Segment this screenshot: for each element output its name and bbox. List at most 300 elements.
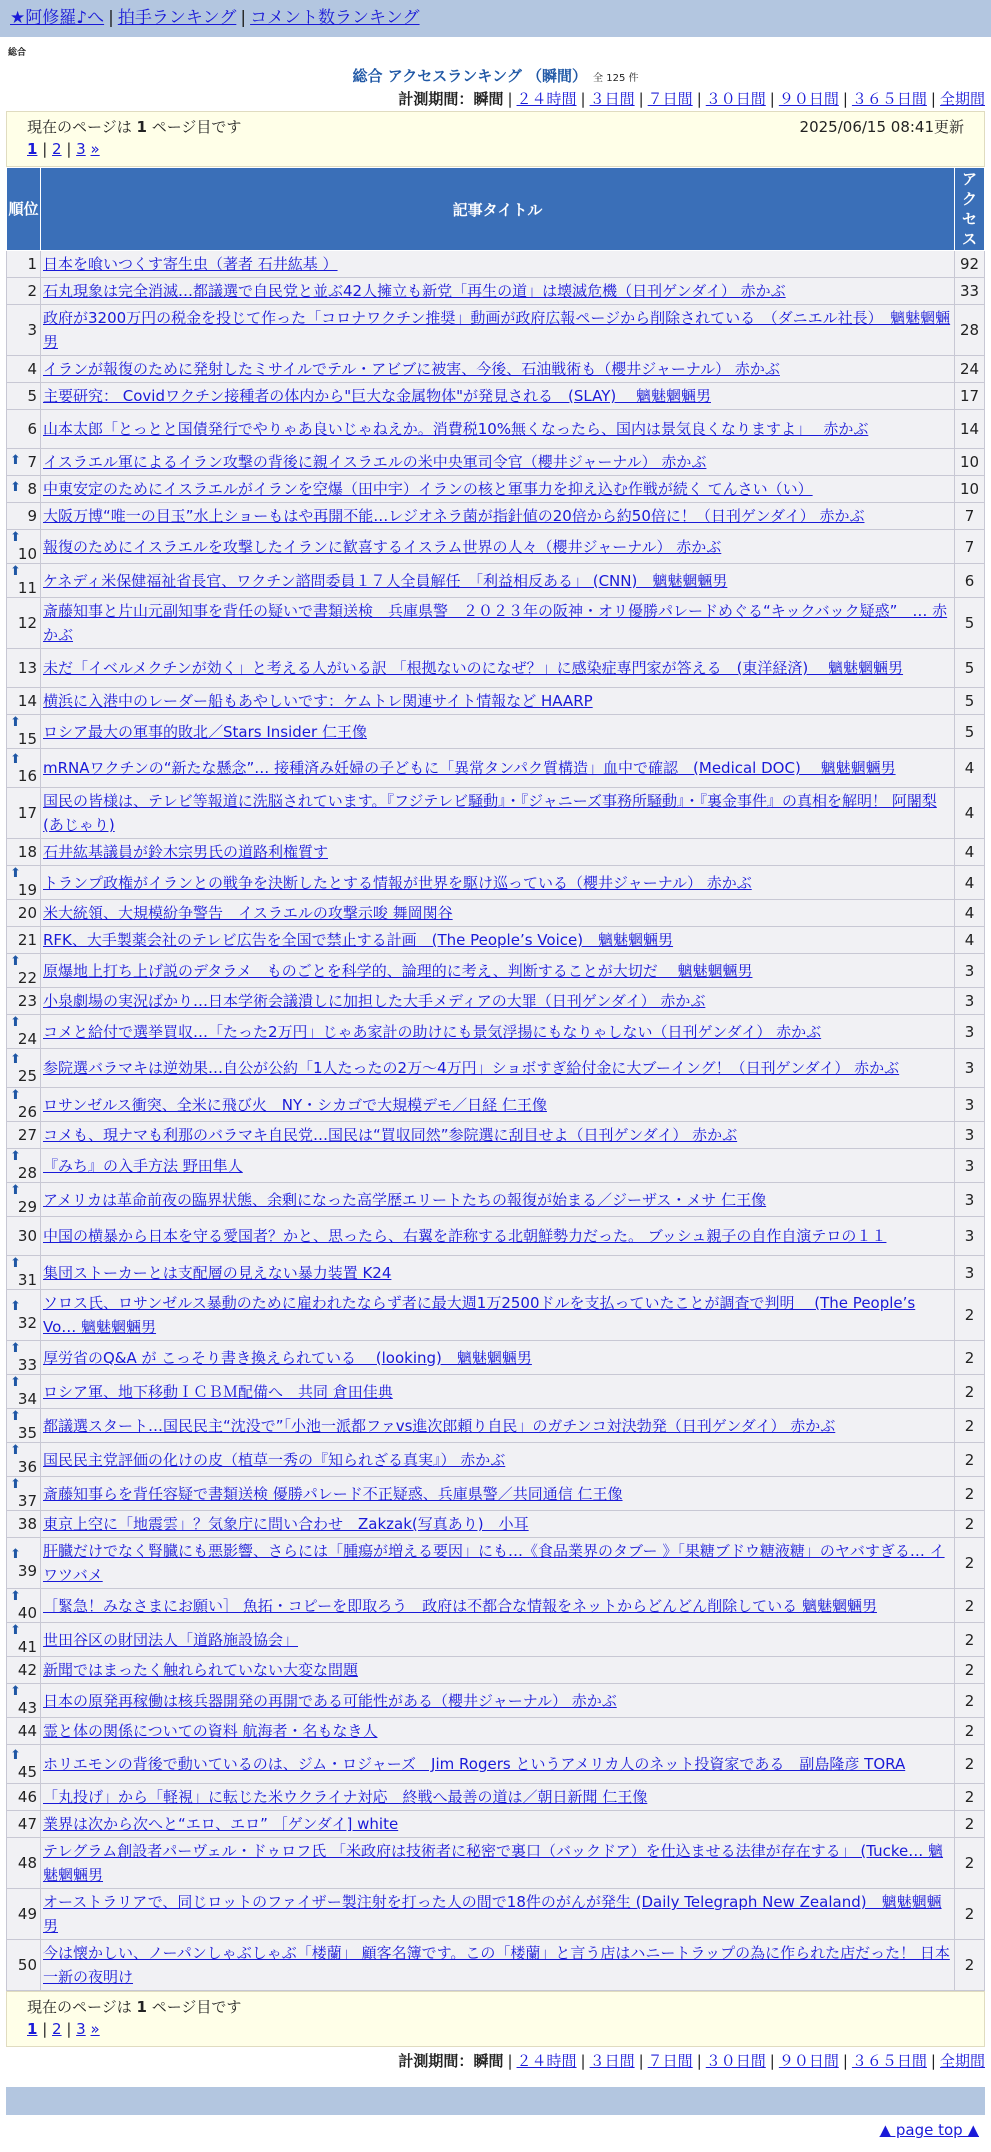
clap-ranking-link[interactable]: 拍手ランキング: [117, 8, 237, 28]
access-count: 4: [955, 839, 985, 866]
ranking-title: [0, 65, 991, 87]
article-link[interactable]: ロサンゼルス衝突、全米に飛び火 NY・シカゴで大規模デモ／日経 仁王像: [43, 1095, 547, 1114]
article-link[interactable]: イランが報復のために発射したミサイルでテル・アビブに被害、今後、石油戦術も（櫻井ジャーナル） 赤かぶ: [43, 360, 780, 378]
rank-number: 13: [17, 659, 37, 677]
period-separator: |: [930, 2052, 936, 2070]
table-row: [7, 1511, 985, 1538]
title-cell: [41, 954, 955, 988]
rank-cell: [7, 410, 41, 449]
article-link[interactable]: 横浜に入港中のレーダー船もあやしいです：ケムトレ関連サイト情報など HAARP: [43, 692, 593, 710]
rank-number: 47: [17, 1815, 37, 1833]
access-count: 3: [955, 988, 985, 1015]
access-count: 2: [955, 1745, 985, 1784]
title-cell: [41, 1940, 955, 1991]
title-cell: [41, 900, 955, 927]
period-link[interactable]: ７日間: [647, 90, 693, 108]
period-link[interactable]: 全期間: [939, 2052, 985, 2070]
page-top-link[interactable]: ▲ page top ▲: [879, 2121, 979, 2139]
article-link[interactable]: 霊と体の関係についての資料 航海者・名もなき人: [43, 1722, 378, 1740]
access-count: 3: [955, 954, 985, 988]
access-count: 3: [955, 1256, 985, 1290]
period-current: 瞬間: [473, 2052, 504, 2070]
table-row: [7, 866, 985, 900]
access-count: 5: [955, 649, 985, 688]
pagination-bottom: [6, 1991, 985, 2047]
rank-number: 21: [17, 931, 37, 949]
rank-cell: [7, 1256, 41, 1290]
rank-cell: [7, 1409, 41, 1443]
title-cell: [41, 530, 955, 564]
access-count: 2: [955, 1838, 985, 1889]
access-count: 2: [955, 1657, 985, 1684]
rank-cell: [7, 305, 41, 356]
table-row: [7, 900, 985, 927]
ranking-table: [6, 167, 985, 1991]
access-count: 3: [955, 1217, 985, 1256]
article-link[interactable]: 今は懐かしい、ノーパンしゃぶしゃぶ「楼蘭」 顧客名簿です。この「楼蘭」と言う店はハニートラップの為に作られた店だった！ 日本一新の夜明け: [43, 1944, 950, 1986]
access-count: 2: [955, 1290, 985, 1341]
title-cell: [41, 988, 955, 1015]
article-link[interactable]: 報復のためにイスラエルを攻撃したイランに歓喜するイスラム世界の人々（櫻井ジャーナル） 赤かぶ: [43, 537, 722, 556]
article-link[interactable]: 都議選スタート…国民民主“沈没で”「小池一派都ファvs進次郎頼り自民」のガチンコ対決勃発（日刊ゲンダイ） 赤かぶ: [43, 1416, 836, 1435]
top-nav-bar: [0, 0, 991, 37]
article-link[interactable]: コメも、現ナマも利那のバラマキ自民党…国民は“買収同然”参院選に刮目せよ（日刊ゲンダイ） 赤かぶ: [43, 1126, 738, 1144]
article-link[interactable]: 国民民主党評価の化けの皮（植草一秀の『知られざる真実』） 赤かぶ: [43, 1450, 506, 1469]
table-row: [7, 1538, 985, 1589]
access-count: 2: [955, 1940, 985, 1991]
category-label: 総合: [8, 48, 27, 58]
article-link[interactable]: 石井紘基議員が鈴木宗男氏の道路利権質す: [43, 843, 329, 861]
page-separator: |: [37, 140, 53, 158]
title-cell: [41, 1511, 955, 1538]
table-row: [7, 476, 985, 503]
access-count: 2: [955, 1889, 985, 1940]
period-link[interactable]: ３日間: [589, 90, 635, 108]
page-link[interactable]: 3: [76, 140, 86, 158]
article-link[interactable]: 『みち』の入手方法 野田隼人: [43, 1156, 243, 1175]
period-current: 瞬間: [473, 90, 504, 108]
article-link[interactable]: 原爆地上打ち上げ説のデタラメ ものごとを科学的、論理的に考え、判断することが大切だ 魑魅魍魎男: [43, 961, 753, 980]
title-cell: [41, 715, 955, 749]
page-link[interactable]: 3: [76, 2020, 86, 2038]
pagination-top: [6, 111, 985, 167]
article-link[interactable]: 肝臓だけでなく腎臓にも悪影響、さらには「腫瘍が増える要因」にも…《食品業界のタブー 》「果糖ブドウ糖液糖」のヤバすぎる… イワツバメ: [43, 1542, 945, 1584]
access-count: 17: [955, 383, 985, 410]
article-link[interactable]: ケネディ米保健福祉省長官、ワクチン諮問委員１７人全員解任 「利益相反ある」 (CNN) 魑魅魍魎男: [43, 571, 728, 590]
article-link[interactable]: 厚労省のQ&A が こっそり書き換えられている (looking) 魑魅魍魎男: [43, 1348, 532, 1367]
period-link[interactable]: ３０日間: [705, 2052, 766, 2070]
rank-number: 31: [17, 1271, 37, 1289]
rank-cell: [7, 839, 41, 866]
rank-cell: [7, 1477, 41, 1511]
rank-cell: [7, 1889, 41, 1940]
rank-number: 16: [17, 766, 37, 785]
title-cell: [41, 1149, 955, 1183]
rank-number: 48: [17, 1854, 37, 1872]
title-cell: [41, 1443, 955, 1477]
title-cell: [41, 503, 955, 530]
rank-number: 11: [17, 579, 37, 597]
table-row: [7, 715, 985, 749]
table-row: [7, 251, 985, 278]
rank-up-arrow-icon: ⬆: [10, 1546, 21, 1562]
rank-cell: [7, 1784, 41, 1811]
page-link-wrap: [27, 2020, 37, 2038]
rank-up-arrow-icon: ⬆: [10, 1477, 21, 1492]
period-link[interactable]: ３日間: [589, 2052, 635, 2070]
article-link[interactable]: 中東安定のためにイスラエルがイランを空爆（田中宇）イランの核と軍事力を抑え込む作戦が続く てんさい（い）: [43, 480, 813, 498]
table-row: [7, 1443, 985, 1477]
rank-number: 36: [17, 1458, 37, 1476]
rank-number: 22: [17, 969, 37, 987]
article-link[interactable]: 石丸現象は完全消滅…都議選で自民党と並ぶ42人擁立も新党「再生の道」は壊滅危機（日刊ゲンダイ） 赤かぶ: [43, 282, 786, 300]
access-count: 2: [955, 1684, 985, 1718]
article-link[interactable]: 小泉劇場の実況ばかり…日本学術会議潰しに加担した大手メディアの大罪（日刊ゲンダイ） 赤かぶ: [43, 992, 706, 1010]
table-row: [7, 1341, 985, 1375]
access-count: 3: [955, 1149, 985, 1183]
rank-cell: [7, 503, 41, 530]
rank-cell: [7, 900, 41, 927]
rank-number: 3: [27, 321, 37, 339]
rank-cell: [7, 564, 41, 598]
title-cell: [41, 410, 955, 449]
rank-up-arrow-icon: ⬆: [10, 1443, 21, 1458]
col-title-header: 記事タイトル: [41, 168, 955, 251]
access-count: 5: [955, 598, 985, 649]
rank-number: 41: [17, 1638, 37, 1656]
rank-cell: [7, 1657, 41, 1684]
rank-up-arrow-icon: ⬆: [10, 1684, 21, 1699]
rank-number: 32: [17, 1313, 37, 1332]
rank-up-arrow-icon: ⬆: [10, 751, 21, 767]
article-link[interactable]: テレグラム創設者パーヴェル・ドゥロフ氏 「米政府は技術者に秘密で裏口（バックドア）を仕込ませる法律が存在する」 (Tucke… 魑魅魍魎男: [43, 1842, 944, 1884]
access-count: 33: [955, 278, 985, 305]
table-row: [7, 927, 985, 954]
table-row: [7, 1149, 985, 1183]
period-link[interactable]: ９０日間: [778, 2052, 839, 2070]
title-cell: [41, 1589, 955, 1623]
access-count: 7: [955, 503, 985, 530]
page-link-current[interactable]: 1: [27, 2020, 38, 2038]
access-count: 92: [955, 251, 985, 278]
access-count: 4: [955, 749, 985, 788]
rank-number: 40: [17, 1604, 37, 1622]
rank-cell: [7, 688, 41, 715]
period-link[interactable]: ２４時間: [516, 2052, 577, 2070]
title-cell: [41, 1718, 955, 1745]
rank-cell: [7, 1838, 41, 1889]
rank-cell: [7, 598, 41, 649]
col-rank-header: 順位: [7, 168, 41, 251]
rank-number: 34: [17, 1390, 37, 1408]
table-row: [7, 954, 985, 988]
article-link[interactable]: 世田谷区の財団法人「道路施設協会」: [43, 1630, 299, 1649]
rank-cell: [7, 476, 41, 503]
rank-cell: [7, 383, 41, 410]
article-link[interactable]: 中国の横暴から日本を守る愛国者？かと、思ったら、右翼を詐称する北朝鮮勢力だった。 ブッシュ親子の自作自演テロの１１: [43, 1227, 887, 1245]
title-cell: [41, 1122, 955, 1149]
table-row: [7, 530, 985, 564]
rank-up-arrow-icon: ⬆: [10, 1298, 21, 1314]
rank-number: 45: [17, 1762, 37, 1781]
page-top: [0, 2121, 979, 2139]
article-link[interactable]: 斎藤知事と片山元副知事を背任の疑いで書類送検 兵庫県警 ２０２３年の阪神・オリ優勝パレードめぐる“キックバック疑惑” … 赤かぶ: [43, 602, 948, 644]
rank-cell: [7, 1511, 41, 1538]
rank-cell: [7, 1718, 41, 1745]
title-cell: [41, 1341, 955, 1375]
table-row: [7, 1889, 985, 1940]
access-count: 2: [955, 1589, 985, 1623]
period-separator: |: [507, 2052, 513, 2070]
home-link[interactable]: ★阿修羅♪へ: [10, 8, 105, 28]
access-count: 7: [955, 530, 985, 564]
table-row: [7, 1623, 985, 1657]
rank-up-arrow-icon: ⬆: [10, 1341, 21, 1356]
period-separator: |: [580, 90, 586, 108]
period-selector-bottom: [0, 2049, 985, 2073]
access-count: 2: [955, 1409, 985, 1443]
access-count: 2: [955, 1477, 985, 1511]
rank-number: 19: [17, 881, 37, 899]
title-cell: [41, 1256, 955, 1290]
rank-cell: [7, 1290, 41, 1341]
table-row: [7, 839, 985, 866]
table-row: [7, 1290, 985, 1341]
title-cell: [41, 1838, 955, 1889]
rank-number: 6: [27, 420, 37, 438]
col-access-header: アクセス: [955, 168, 985, 251]
access-count: 2: [955, 1811, 985, 1838]
period-link[interactable]: ２４時間: [516, 90, 577, 108]
rank-up-arrow-icon: ⬆: [10, 564, 21, 579]
table-row: [7, 305, 985, 356]
rank-cell: [7, 1684, 41, 1718]
table-row: [7, 1940, 985, 1991]
table-row: [7, 356, 985, 383]
nav-separator: |: [108, 8, 114, 28]
comment-ranking-link[interactable]: コメント数ランキング: [250, 8, 420, 28]
title-cell: [41, 356, 955, 383]
article-link[interactable]: 参院選バラマキは逆効果…自公が公約「1人たったの2万〜4万円」ショボすぎ給付金に大ブーイング！（日刊ゲンダイ） 赤かぶ: [43, 1059, 900, 1077]
table-row: [7, 1811, 985, 1838]
period-separator: |: [638, 2052, 644, 2070]
rank-number: 14: [17, 692, 37, 710]
title-cell: [41, 1088, 955, 1122]
rank-number: 35: [17, 1424, 37, 1442]
article-link[interactable]: 主要研究： Covidワクチン接種者の体内から"巨大な金属物体"が発見される (SLAY) 魑魅魍魎男: [43, 387, 711, 405]
next-page-link[interactable]: »: [90, 2020, 100, 2038]
current-page-text: 現在のページは 1 ページ目です: [27, 118, 242, 136]
table-row: [7, 649, 985, 688]
rank-cell: [7, 788, 41, 839]
access-count: 3: [955, 1122, 985, 1149]
rank-cell: [7, 1122, 41, 1149]
title-cell: [41, 1657, 955, 1684]
title-cell: [41, 1784, 955, 1811]
rank-cell: [7, 1745, 41, 1784]
rank-cell: [7, 1940, 41, 1991]
rank-number: 1: [27, 255, 37, 273]
current-page-text-bottom: 現在のページは 1 ページ目です: [27, 1998, 242, 2016]
table-row: [7, 1718, 985, 1745]
article-link[interactable]: 集団ストーカーとは支配層の見えない暴力装置 K24: [43, 1263, 392, 1282]
rank-number: 18: [17, 843, 37, 861]
page-link[interactable]: 2: [52, 2020, 62, 2038]
table-row: [7, 1589, 985, 1623]
article-link[interactable]: トランプ政権がイランとの戦争を決断したとする情報が世界を駆け巡っている（櫻井ジャーナル） 赤かぶ: [43, 873, 752, 892]
article-link[interactable]: 日本を喰いつくす寄生虫（著者 石井紘基 ）: [43, 255, 338, 273]
rank-cell: [7, 649, 41, 688]
table-row: [7, 1088, 985, 1122]
rank-number: 15: [17, 730, 37, 748]
rank-up-arrow-icon: ⬆: [10, 1015, 21, 1030]
period-link[interactable]: ３６５日間: [851, 2052, 927, 2070]
table-row: [7, 1838, 985, 1889]
page-link-current[interactable]: 1: [27, 140, 38, 158]
table-row: [7, 383, 985, 410]
table-row: [7, 1122, 985, 1149]
article-link[interactable]: ロシア軍、地下移動ＩＣＢＭ配備へ 共同 倉田佳典: [43, 1382, 393, 1401]
title-cell: [41, 1409, 955, 1443]
rank-number: 23: [17, 992, 37, 1010]
article-link[interactable]: 山本太郎「とっとと国債発行でやりゃあ良いじゃねえか。消費税10%無くなったら、国内は景気良くなりますよ」 赤かぶ: [43, 420, 869, 438]
rank-cell: [7, 866, 41, 900]
rank-cell: [7, 1217, 41, 1256]
rank-number: 33: [17, 1356, 37, 1374]
rank-cell: [7, 356, 41, 383]
period-separator: |: [580, 2052, 586, 2070]
table-row: [7, 1657, 985, 1684]
article-link[interactable]: ［緊急！みなさまにお願い］ 魚拓・コピーを即取ろう 政府は不都合な情報をネットからどんどん削除している 魑魅魍魎男: [43, 1596, 877, 1615]
table-row: [7, 1183, 985, 1217]
rank-cell: [7, 954, 41, 988]
article-link[interactable]: イスラエル軍によるイラン攻撃の背後に親イスラエルの米中央軍司令官（櫻井ジャーナル） 赤かぶ: [43, 453, 707, 471]
title-cell: [41, 788, 955, 839]
article-link[interactable]: 国民の皆様は、テレビ等報道に洗脳されています。『フジテレビ騒動』・『ジャニーズ事務所騒動』・『裏金事件』の真相を解明！ 阿闍梨(あじゃり): [43, 792, 937, 834]
access-count: 28: [955, 305, 985, 356]
period-link[interactable]: ３６５日間: [851, 90, 927, 108]
article-link[interactable]: 「丸投げ」から「軽視」に転じた米ウクライナ対応 終戦へ最善の道は／朝日新聞 仁王像: [43, 1788, 648, 1806]
rank-number: 49: [17, 1905, 37, 1923]
article-link[interactable]: 業界は次から次へと“エロ、エロ” ［ゲンダイ] white: [43, 1815, 399, 1833]
table-row: [7, 410, 985, 449]
table-row: [7, 503, 985, 530]
rank-up-arrow-icon: ⬆: [10, 480, 21, 495]
table-row: [7, 1409, 985, 1443]
rank-number: 4: [27, 360, 37, 378]
title-cell: [41, 476, 955, 503]
access-count: 2: [955, 1341, 985, 1375]
rank-up-arrow-icon: ⬆: [10, 954, 21, 969]
page-separator: |: [37, 2020, 53, 2038]
rank-up-arrow-icon: ⬆: [10, 1623, 21, 1638]
title-cell: [41, 649, 955, 688]
article-link[interactable]: mRNAワクチンの“新たな懸念”… 接種済み妊婦の子どもに「異常タンパク質構造」血中で確認 (Medical DOC) 魑魅魍魎男: [43, 759, 896, 777]
period-link[interactable]: ９０日間: [778, 90, 839, 108]
article-link[interactable]: ソロス氏、ロサンゼルス暴動のために雇われたならず者に最大週1万2500ドルを支払っていたことが調査で判明 (The People’s Vo… 魑魅魍魎男: [43, 1294, 916, 1336]
period-separator: |: [769, 90, 775, 108]
access-count: 2: [955, 1443, 985, 1477]
article-link[interactable]: アメリカは革命前夜の臨界状態、余剰になった高学歴エリートたちの報復が始まる／ジーザス・メサ 仁王像: [43, 1190, 767, 1209]
title-cell: [41, 564, 955, 598]
title-cell: [41, 383, 955, 410]
access-count: 4: [955, 900, 985, 927]
title-cell: [41, 1745, 955, 1784]
table-row: [7, 688, 985, 715]
period-link[interactable]: ３０日間: [705, 90, 766, 108]
period-link[interactable]: ７日間: [647, 2052, 693, 2070]
rank-cell: [7, 1623, 41, 1657]
title-cell: [41, 1811, 955, 1838]
rank-number: 8: [27, 480, 37, 498]
rank-cell: [7, 988, 41, 1015]
ranking-title-text: 総合 アクセスランキング （瞬間）: [352, 67, 588, 85]
period-separator: |: [638, 90, 644, 108]
rank-up-arrow-icon: ⬆: [10, 1051, 21, 1067]
title-cell: [41, 1015, 955, 1049]
rank-cell: [7, 715, 41, 749]
article-link[interactable]: 政府が3200万円の税金を投じて作った「コロナワクチン推奨」動画が政府広報ページから削除されている （ダニエル社長） 魑魅魍魎男: [43, 309, 951, 351]
rank-number: 25: [17, 1066, 37, 1085]
rank-number: 9: [27, 507, 37, 525]
access-count: 10: [955, 449, 985, 476]
rank-number: 2: [27, 282, 37, 300]
access-count: 2: [955, 1718, 985, 1745]
article-link[interactable]: 大阪万博“唯一の目玉”水上ショーもはや再開不能…レジオネラ菌が指針値の20倍から約50倍に！（日刊ゲンダイ） 赤かぶ: [43, 507, 865, 525]
period-separator: |: [842, 90, 848, 108]
rank-cell: [7, 278, 41, 305]
title-cell: [41, 1375, 955, 1409]
article-link[interactable]: 日本の原発再稼働は核兵器開発の再開である可能性がある（櫻井ジャーナル） 赤かぶ: [43, 1691, 617, 1710]
rank-number: 29: [17, 1198, 37, 1216]
access-count: 3: [955, 1049, 985, 1088]
period-separator: |: [696, 2052, 702, 2070]
article-link[interactable]: ホリエモンの背後で動いているのは、ジム・ロジャーズ Jim Rogers というアメリカ人のネット投資家である 副島隆彦 TORA: [43, 1755, 906, 1773]
article-link[interactable]: ロシア最大の軍事的敗北／Stars Insider 仁王像: [43, 722, 367, 741]
article-link[interactable]: 米大統領、大規模紛争警告 イスラエルの攻撃示唆 舞岡関谷: [43, 904, 453, 922]
article-link[interactable]: 新聞ではまったく触れられていない大変な問題: [43, 1661, 359, 1679]
article-link[interactable]: 東京上空に「地震雲」？気象庁に問い合わせ Zakzak(写真あり) 小耳: [43, 1515, 529, 1533]
rank-up-arrow-icon: ⬆: [10, 1589, 21, 1604]
access-count: 5: [955, 715, 985, 749]
access-count: 10: [955, 476, 985, 503]
rank-number: 20: [17, 904, 37, 922]
title-cell: [41, 1183, 955, 1217]
period-link[interactable]: 全期間: [939, 90, 985, 108]
access-count: 2: [955, 1375, 985, 1409]
table-row: [7, 1684, 985, 1718]
rank-up-arrow-icon: ⬆: [10, 715, 21, 730]
article-link[interactable]: オーストラリアで、同じロットのファイザー製注射を打った人の間で18件のがんが発生 (Daily Telegraph New Zealand) 魑魅魍魎男: [43, 1893, 942, 1935]
page-link-wrap: [27, 140, 37, 158]
footer-bar: [6, 2087, 985, 2115]
rank-up-arrow-icon: ⬆: [10, 1409, 21, 1424]
title-cell: [41, 1477, 955, 1511]
rank-number: 7: [27, 453, 37, 471]
next-page-link[interactable]: »: [90, 140, 100, 158]
article-link[interactable]: コメと給付で選挙買収…「たった2万円」じゃあ家計の助けにも景気浮揚にもなりゃしない（日刊ゲンダイ） 赤かぶ: [43, 1022, 822, 1041]
page-link[interactable]: 2: [52, 140, 62, 158]
article-link[interactable]: RFK、大手製薬会社のテレビ広告を全国で禁止する計画 (The People’s Voice) 魑魅魍魎男: [43, 931, 674, 949]
updated-timestamp: 2025/06/15 08:41更新: [799, 118, 964, 136]
title-cell: [41, 1217, 955, 1256]
rank-number: 27: [17, 1126, 37, 1144]
rank-number: 38: [17, 1515, 37, 1533]
article-link[interactable]: 斎藤知事らを背任容疑で書類送検 優勝パレード不正疑惑、兵庫県警／共同通信 仁王像: [43, 1484, 623, 1503]
rank-up-arrow-icon: ⬆: [10, 530, 21, 545]
rank-cell: [7, 251, 41, 278]
article-link[interactable]: 未だ「イベルメクチンが効く」と考える人がいる訳 「根拠ないのになぜ？」に感染症専門家が答える (東洋経済) 魑魅魍魎男: [43, 659, 904, 677]
